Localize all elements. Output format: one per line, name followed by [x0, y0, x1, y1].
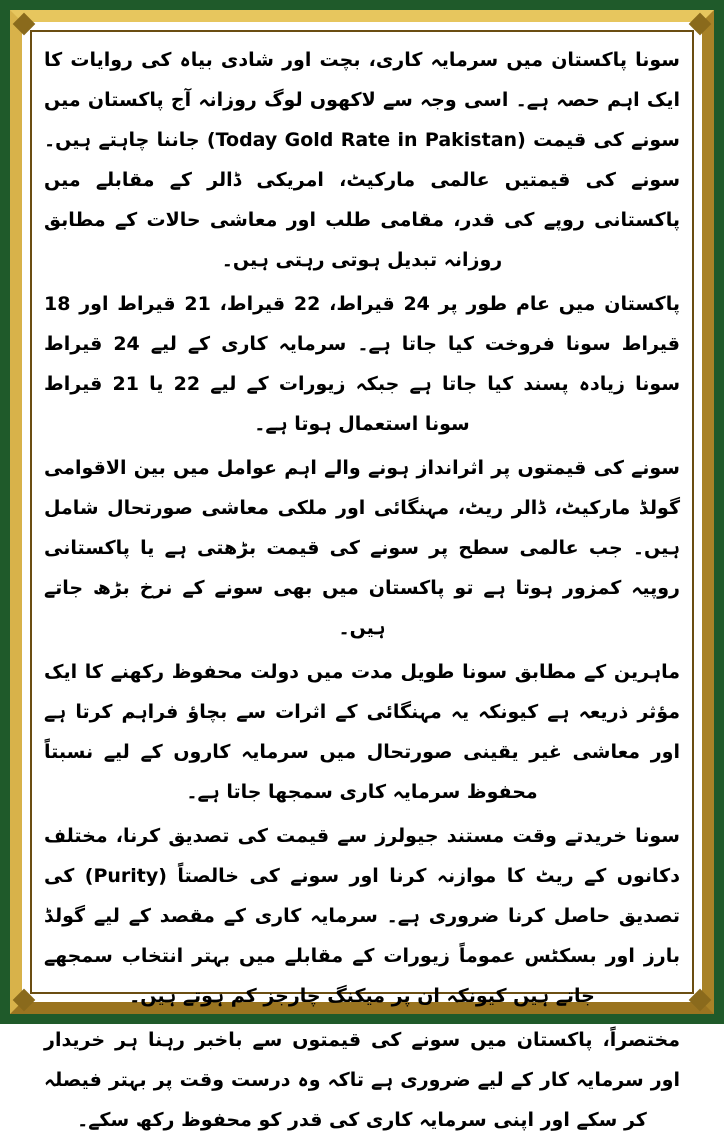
paragraph-expert-view: ماہرین کے مطابق سونا طویل مدت میں دولت محفوظ رکھنے کا ایک مؤثر ذریعہ ہے کیونکہ یہ مہنگائی کے اثرات سے بچاؤ فراہم کرتا ہے اور معاشی غیر یقینی صورتحال میں سرمایہ کاروں کے لیے نسبتاً محفوظ سرمایہ کاری سمجھا جاتا ہے۔: [44, 661, 680, 803]
article-body: [44, 40, 681, 1131]
paragraph-karats: پاکستان میں عام طور پر 24 قیراط، 22 قیراط، 21 قیراط اور 18 قیراط سونا فروخت کیا جاتا ہے۔ سرمایہ کاری کے لیے 24 قیراط سونا زیادہ پسند کیا جاتا ہے جبکہ زیورات کے لیے 22 یا 21 قیراط سونا استعمال ہوتا ہے۔: [44, 293, 681, 435]
paragraph-intro: سونا پاکستان میں سرمایہ کاری، بچت اور شادی بیاہ کی روایات کا ایک اہم حصہ ہے۔ اسی وجہ سے لاکھوں لوگ روزانہ آج پاکستان میں سونے کی قیمت (Today Gold Rate in Pakistan) جاننا چاہتے ہیں۔ سونے کی قیمتیں عالمی مارکیٹ، امریکی ڈالر کے مقابلے میں پاکستانی روپے کی قدر، مقامی طلب اور معاشی حالات کے مطابق روزانہ تبدیل ہوتی رہتی ہیں۔: [44, 49, 680, 271]
paragraph-conclusion: مختصراً، پاکستان میں سونے کی قیمتوں سے باخبر رہنا ہر خریدار اور سرمایہ کار کے لیے ضروری ہے تاکہ وہ درست وقت پر بہتر فیصلہ کر سکے اور اپنی سرمایہ کاری کی قدر کو محفوظ رکھ سکے۔: [44, 1029, 680, 1131]
paragraph-price-factors: سونے کی قیمتوں پر اثرانداز ہونے والے اہم عوامل میں بین الاقوامی گولڈ مارکیٹ، ڈالر ریٹ، مہنگائی اور ملکی معاشی صورتحال شامل ہیں۔ جب عالمی سطح پر سونے کی قیمت بڑھتی ہے یا پاکستانی روپیہ کمزور ہوتا ہے تو پاکستان میں بھی سونے کے نرخ بڑھ جاتے ہیں۔: [44, 457, 680, 639]
paragraph-buying-tips: سونا خریدتے وقت مستند جیولرز سے قیمت کی تصدیق کرنا، مختلف دکانوں کے ریٹ کا موازنہ کرنا اور سونے کی خالصتاً (Purity) کی تصدیق حاصل کرنا ضروری ہے۔ سرمایہ کاری کے مقصد کے لیے گولڈ بارز اور بسکٹس عموماً زیورات کے مقابلے میں بہتر انتخاب سمجھے جاتے ہیں کیونکہ ان پر میکنگ چارجز کم ہوتے ہیں۔: [44, 825, 680, 1007]
